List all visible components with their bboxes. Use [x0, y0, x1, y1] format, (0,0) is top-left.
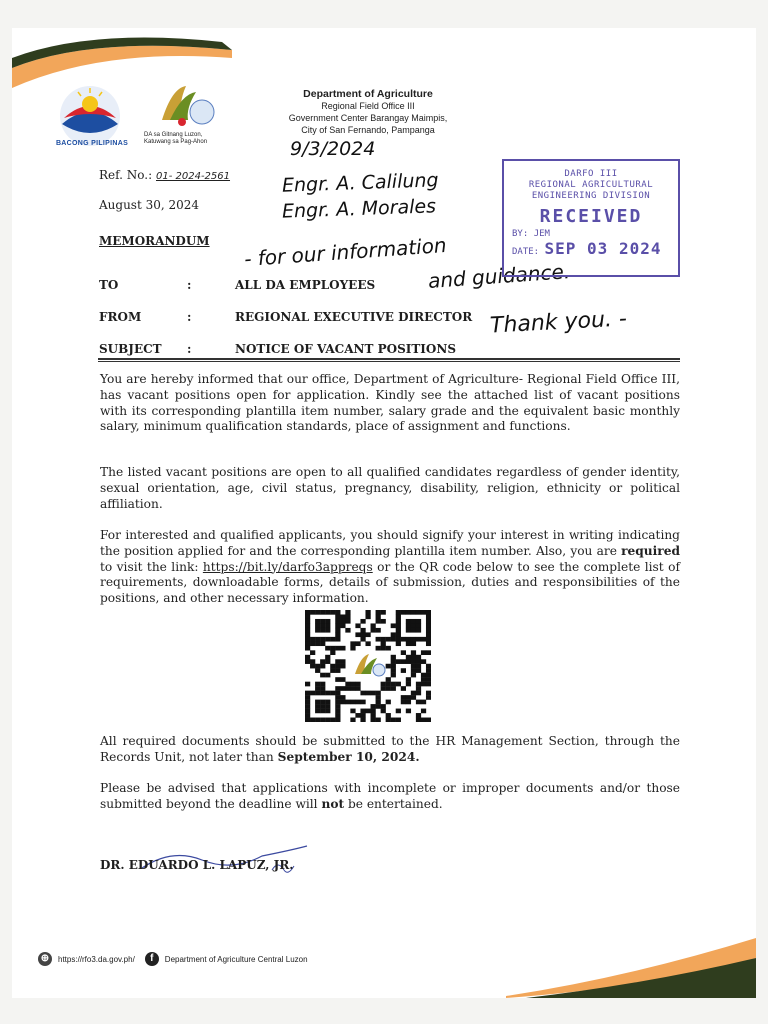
- paragraph-5-part1: Please be advised that applications with incomplete or improper documents and/or those submitted beyond the deadline will: [100, 781, 680, 811]
- paragraph-2-text: The listed vacant positions are open to all qualified candidates regardless of gender identity, sexual orientation, age, civil status, pregnancy, disability, religion, ethnicity or political affiliation.: [100, 465, 680, 511]
- stamp-line1: DARFO III: [564, 169, 618, 179]
- letterhead-line1: Regional Field Office III: [321, 101, 415, 111]
- qr-code[interactable]: [305, 610, 431, 722]
- divider-top: [98, 358, 680, 360]
- bagong-pilipinas-text: BACONG PILIPINAS: [55, 140, 129, 147]
- stamp-line3: ENGINEERING DIVISION: [531, 191, 651, 201]
- facebook-icon: f: [145, 952, 159, 966]
- handwritten-note-1: - for our information: [243, 232, 448, 272]
- footer: [38, 952, 308, 966]
- letterhead-line3: City of San Fernando, Pampanga: [301, 125, 435, 135]
- stamp-initials: JEM: [533, 229, 550, 239]
- paragraph-1: [100, 372, 680, 435]
- paragraph-5-part2: be entertained.: [344, 796, 443, 811]
- paragraph-1-text: You are hereby informed that our office, Department of Agriculture- Regional Field Office III, has vacant positions open for application. Kindly see the attached list of vacant positions with its corresponding plantilla item number, salary grade and the equivalent basic monthly salary, minimum qualification standards, place of assignment and functions.: [100, 372, 680, 434]
- stamp-date: [504, 239, 678, 258]
- paragraph-2: [100, 465, 680, 512]
- stamp-received: RECEIVED: [539, 206, 643, 227]
- signatory-name: DR. EDUARDO L. LAPUZ, JR.: [100, 858, 294, 872]
- letterhead-title: Department of Agriculture: [303, 88, 433, 100]
- paragraph-3-part3: or the QR code below to see the complete list of requirements, downloadable forms, details of submission, duties and responsibilities of the positions, and other necessary information.: [100, 559, 680, 606]
- globe-icon: ⊕: [38, 952, 52, 966]
- deadline-date: September 10, 2024.: [277, 749, 420, 764]
- paragraph-3: [100, 528, 680, 607]
- received-stamp: [502, 159, 680, 277]
- header-swoosh: [12, 28, 232, 88]
- to-value: ALL DA EMPLOYEES: [235, 278, 376, 292]
- paragraph-4: [100, 734, 680, 766]
- stamp-date-value: SEP 03 2024: [544, 239, 662, 258]
- requirements-link[interactable]: https://bit.ly/darfo3appreqs: [202, 559, 373, 574]
- qr-center-logo: [355, 654, 385, 676]
- footer-facebook[interactable]: Department of Agriculture Central Luzon: [164, 954, 308, 964]
- footer-swoosh: [506, 938, 756, 998]
- required-emphasis: required: [621, 543, 680, 558]
- handwritten-thank-you: Thank you. -: [489, 306, 628, 339]
- subject-value: NOTICE OF VACANT POSITIONS: [235, 342, 457, 356]
- handwritten-note-2: and guidance.: [427, 259, 571, 293]
- paragraph-3-part1: For interested and qualified applicants, you should signify your interest in writing indicating the position applied for and the corresponding plantilla item number. Also, you are: [100, 528, 680, 558]
- from-value: REGIONAL EXECUTIVE DIRECTOR: [235, 310, 473, 324]
- da-logo-text-line1: DA sa Gitnang Luzon,: [144, 132, 203, 138]
- handwritten-name-2: Engr. A. Morales: [281, 195, 437, 223]
- memo-page: [12, 28, 756, 998]
- subject-label: SUBJECT: [99, 342, 162, 356]
- paragraph-4-text: All required documents should be submitted to the HR Management Section, through the Records Unit, not later than: [100, 734, 680, 764]
- stamp-line2: REGIONAL AGRICULTURAL: [528, 180, 654, 190]
- handwritten-date: 9/3/2024: [290, 138, 376, 160]
- stamp-by-label: BY:: [512, 229, 529, 239]
- divider-bottom: [98, 361, 680, 362]
- to-colon: :: [187, 278, 192, 292]
- stamp-office: [504, 169, 678, 202]
- memo-date: August 30, 2024: [99, 198, 200, 212]
- letterhead-line2: Government Center Barangay Maimpis,: [288, 113, 448, 123]
- da-logo-text: [144, 132, 234, 146]
- from-colon: :: [187, 310, 192, 324]
- handwritten-name-1: Engr. A. Calilung: [281, 169, 439, 197]
- memorandum-label: MEMORANDUM: [99, 234, 210, 248]
- not-emphasis: not: [321, 796, 345, 811]
- ref-value: 01- 2024-2561: [155, 171, 231, 182]
- ref-label: Ref. No.:: [99, 168, 153, 182]
- paragraph-5: [100, 781, 680, 813]
- da-logo-text-line2: Katuwang sa Pag-Ahon: [144, 139, 208, 145]
- footer-website[interactable]: https://rfo3.da.gov.ph/: [58, 954, 135, 964]
- paragraph-3-part2: to visit the link:: [100, 559, 203, 574]
- stamp-date-label: DATE:: [512, 247, 540, 257]
- da-central-luzon-logo: [152, 80, 222, 130]
- reference-number: [99, 168, 230, 182]
- from-label: FROM: [99, 310, 142, 324]
- stamp-by: [504, 229, 678, 239]
- to-label: TO: [99, 278, 119, 292]
- subject-colon: :: [187, 342, 192, 356]
- letterhead: [258, 88, 478, 136]
